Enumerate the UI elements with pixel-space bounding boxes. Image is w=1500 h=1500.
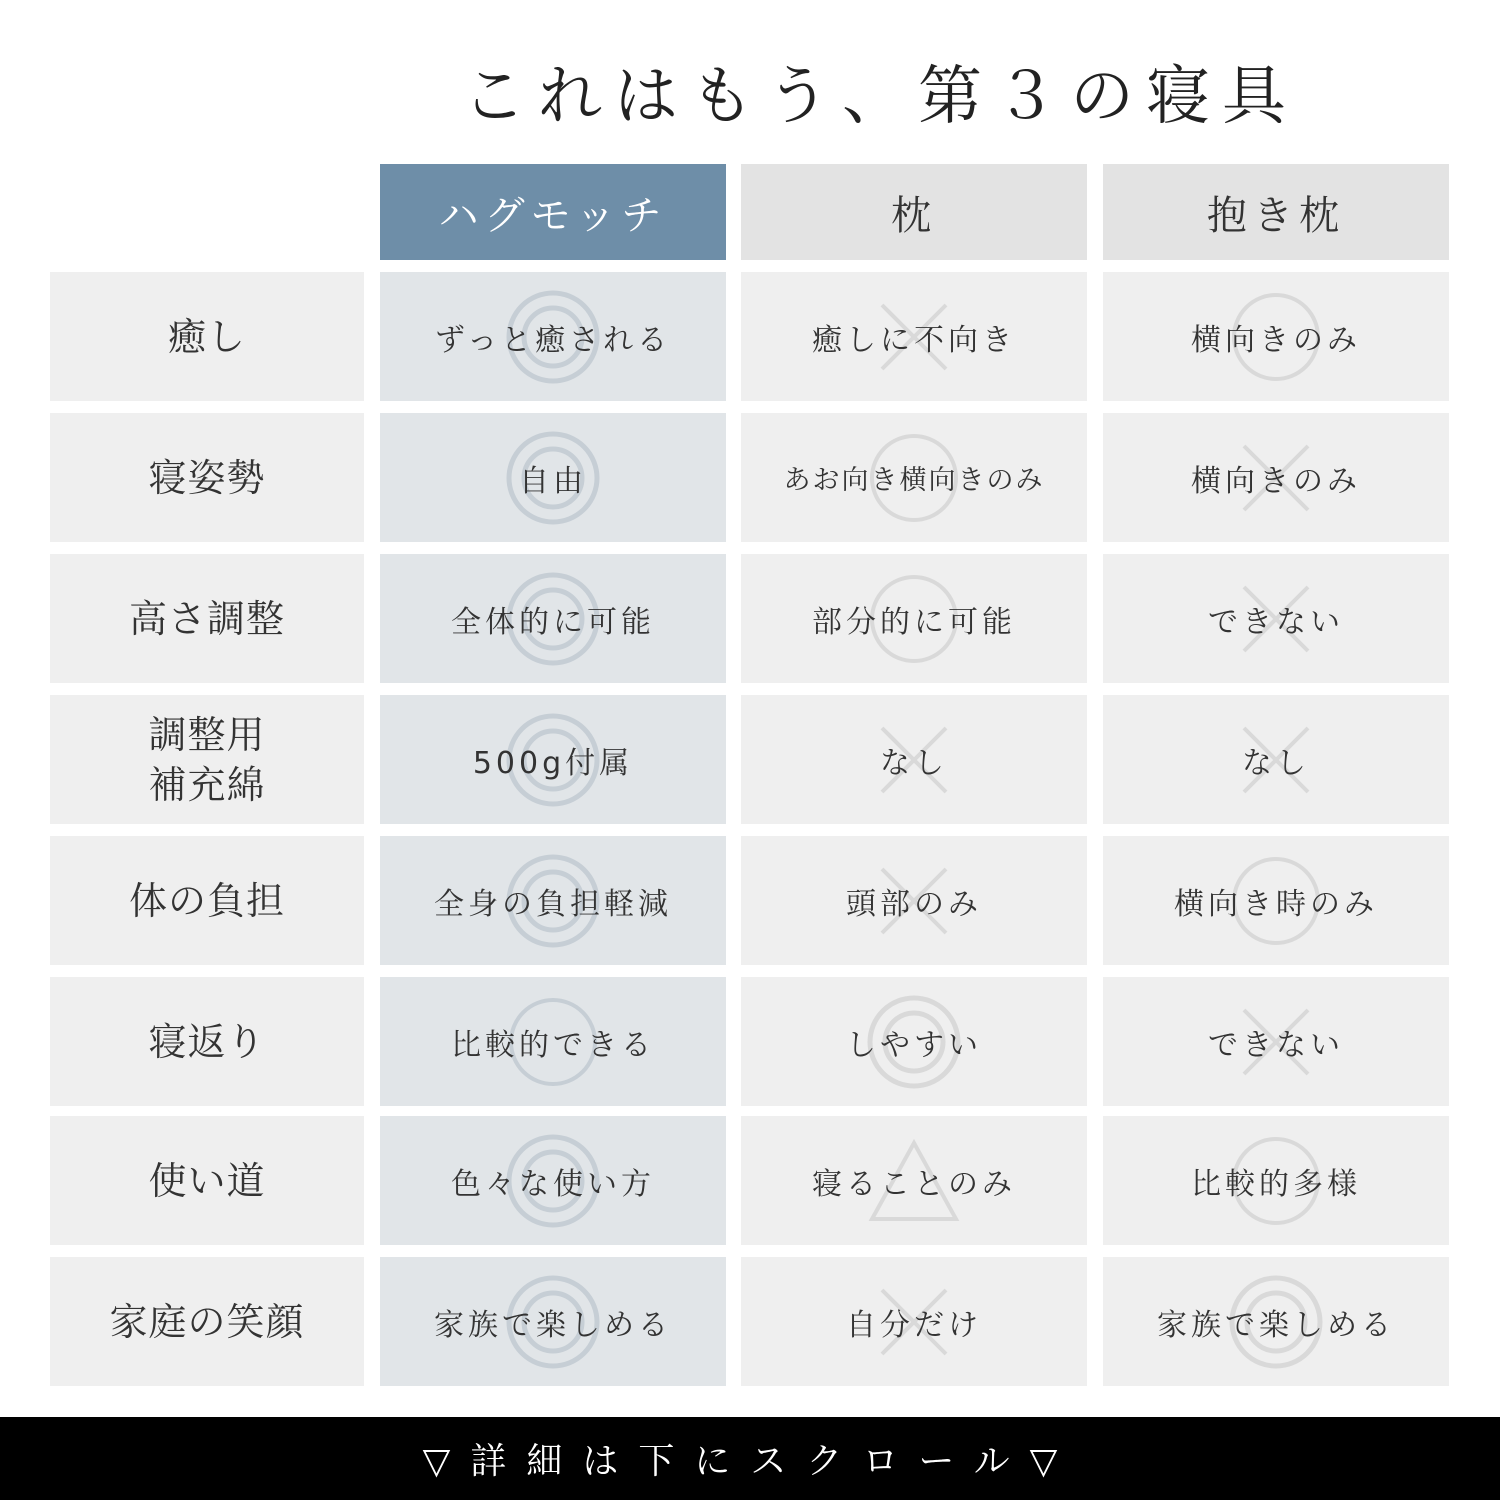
cell-text: 癒しに不向き bbox=[812, 322, 1016, 358]
column-header-hugmochi: ハグモッチ bbox=[380, 164, 726, 260]
cell-text: なし bbox=[1242, 745, 1310, 781]
table-cell-body-pillow bbox=[1103, 272, 1449, 401]
cell-text: 全身の負担軽減 bbox=[434, 886, 672, 922]
row-label: 寝姿勢 bbox=[50, 413, 364, 542]
table-cell-pillow bbox=[741, 554, 1087, 683]
cell-text: 全体的に可能 bbox=[451, 604, 655, 640]
cell-text: できない bbox=[1208, 1027, 1344, 1063]
cell-text: 頭部のみ bbox=[846, 886, 982, 922]
cell-text: あお向き横向きのみ bbox=[783, 465, 1045, 496]
column-header-pillow: 枕 bbox=[741, 164, 1087, 260]
cell-text: 500g付属 bbox=[472, 745, 634, 781]
row-label: 高さ調整 bbox=[50, 554, 364, 683]
table-cell-pillow bbox=[741, 977, 1087, 1106]
cell-text: 横向きのみ bbox=[1191, 322, 1361, 358]
cell-text: ずっと癒される bbox=[434, 322, 672, 358]
cell-text: 家族で楽しめる bbox=[434, 1307, 672, 1343]
column-header-body-pillow: 抱き枕 bbox=[1103, 164, 1449, 260]
table-cell-pillow bbox=[741, 695, 1087, 824]
cell-text: 横向き時のみ bbox=[1174, 886, 1378, 922]
table-cell-hugmochi bbox=[380, 554, 726, 683]
row-label: 体の負担 bbox=[50, 836, 364, 965]
row-label: 家庭の笑顔 bbox=[50, 1257, 364, 1386]
table-cell-hugmochi bbox=[380, 695, 726, 824]
cell-text: 比較的できる bbox=[451, 1027, 655, 1063]
row-label: 使い道 bbox=[50, 1116, 364, 1245]
table-cell-hugmochi bbox=[380, 272, 726, 401]
cell-text: しやすい bbox=[846, 1027, 982, 1063]
cell-text: 部分的に可能 bbox=[812, 604, 1016, 640]
table-cell-body-pillow bbox=[1103, 554, 1449, 683]
table-cell-hugmochi bbox=[380, 977, 726, 1106]
cell-text: 自由 bbox=[519, 463, 587, 499]
cell-text: 色々な使い方 bbox=[451, 1166, 655, 1202]
cell-text: 横向きのみ bbox=[1191, 463, 1361, 499]
table-cell-hugmochi bbox=[380, 1116, 726, 1245]
table-cell-pillow bbox=[741, 1116, 1087, 1245]
table-cell-body-pillow bbox=[1103, 413, 1449, 542]
cell-text: できない bbox=[1208, 604, 1344, 640]
cell-text: 自分だけ bbox=[846, 1307, 982, 1343]
table-cell-body-pillow bbox=[1103, 695, 1449, 824]
cell-text: 寝ることのみ bbox=[812, 1166, 1016, 1202]
cell-text: 比較的多様 bbox=[1191, 1166, 1361, 1202]
table-cell-pillow bbox=[741, 413, 1087, 542]
table-cell-hugmochi bbox=[380, 836, 726, 965]
table-cell-body-pillow bbox=[1103, 836, 1449, 965]
table-cell-pillow bbox=[741, 836, 1087, 965]
table-cell-body-pillow bbox=[1103, 977, 1449, 1106]
table-cell-body-pillow bbox=[1103, 1116, 1449, 1245]
row-label: 寝返り bbox=[50, 977, 364, 1106]
table-cell-pillow bbox=[741, 1257, 1087, 1386]
table-cell-hugmochi bbox=[380, 413, 726, 542]
scroll-hint[interactable]: ▽詳細は下にスクロール▽ bbox=[0, 1417, 1500, 1500]
table-cell-pillow bbox=[741, 272, 1087, 401]
table-cell-body-pillow bbox=[1103, 1257, 1449, 1386]
table-cell-hugmochi bbox=[380, 1257, 726, 1386]
cell-text: 家族で楽しめる bbox=[1157, 1307, 1395, 1343]
page-title: これはもう、第３の寝具 bbox=[462, 60, 1298, 134]
row-label: 調整用 補充綿 bbox=[50, 695, 364, 824]
cell-text: なし bbox=[880, 745, 948, 781]
row-label: 癒し bbox=[50, 272, 364, 401]
